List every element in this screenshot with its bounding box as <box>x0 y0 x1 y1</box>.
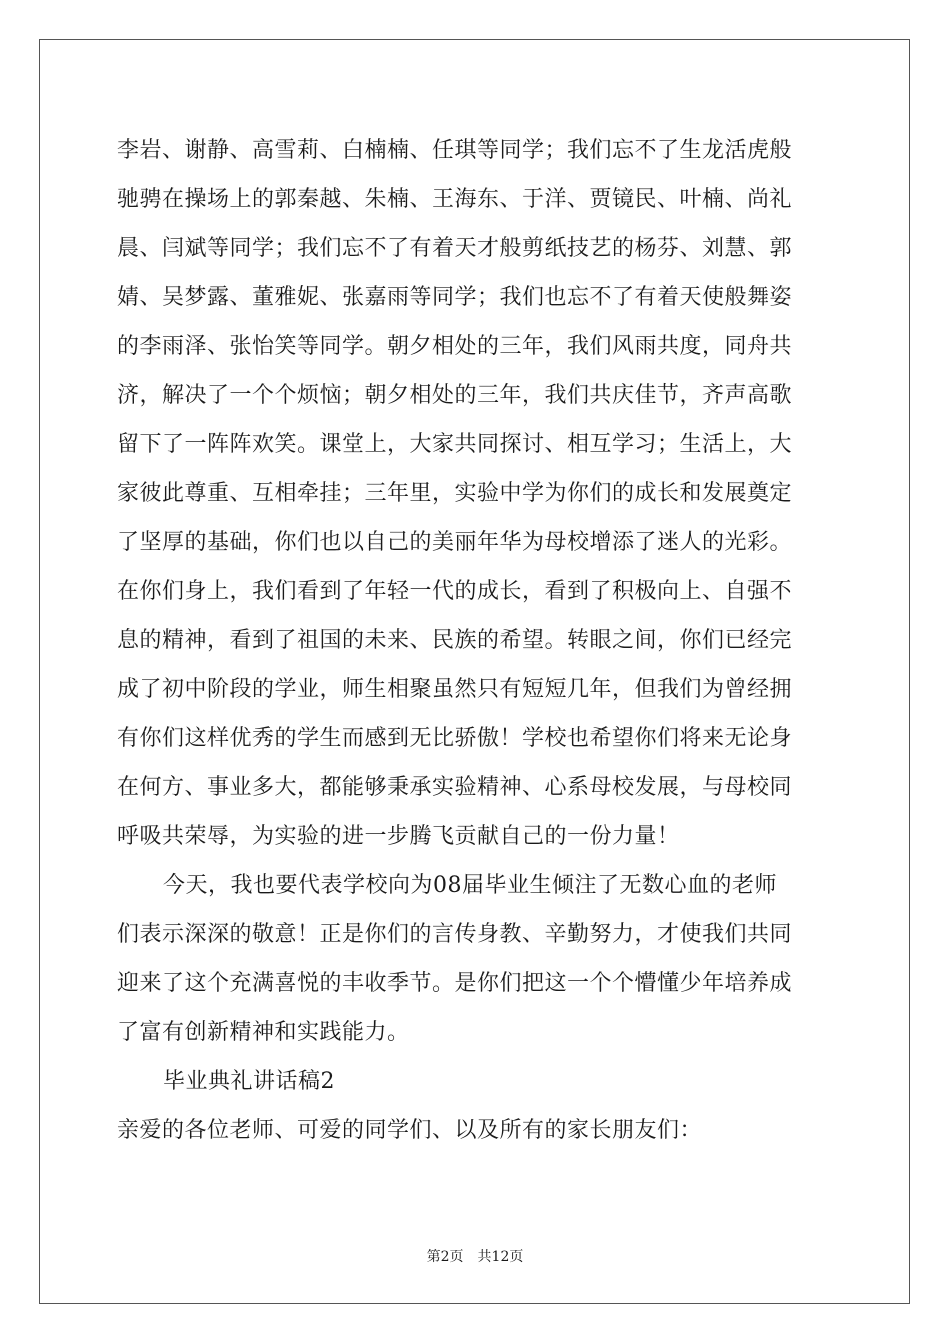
text-line: 成了初中阶段的学业，师生相聚虽然只有短短几年，但我们为曾经拥 <box>117 677 793 702</box>
text-line: 留下了一阵阵欢笑。课堂上，大家共同探讨、相互学习；生活上，大 <box>117 432 793 457</box>
text-line: 呼吸共荣辱，为实验的进一步腾飞贡献自己的一份力量！ <box>117 824 680 849</box>
text-line: 了富有创新精神和实践能力。 <box>117 1020 410 1045</box>
text-line: 息的精神，看到了祖国的未来、民族的希望。转眼之间，你们已经完 <box>117 628 793 653</box>
text-line: 婧、吴梦露、董雅妮、张嘉雨等同学；我们也忘不了有着天使般舞姿 <box>117 285 793 310</box>
page-footer <box>0 1247 950 1267</box>
paragraph-start-line: 今天，我也要代表学校向为08届毕业生倾注了无数心血的老师 <box>163 873 777 898</box>
page-total: 共12页 <box>477 1249 524 1265</box>
section-heading: 毕业典礼讲话稿2 <box>163 1069 335 1094</box>
document-body <box>117 126 837 1155</box>
text-line: 迎来了这个充满喜悦的丰收季节。是你们把这一个个懵懂少年培养成 <box>117 971 793 996</box>
text-line: 在何方、事业多大，都能够秉承实验精神、心系母校发展，与母校同 <box>117 775 793 800</box>
text-line: 李岩、谢静、高雪莉、白楠楠、任琪等同学；我们忘不了生龙活虎般 <box>117 138 793 163</box>
text-line: 驰骋在操场上的郭秦越、朱楠、王海东、于洋、贾镜民、叶楠、尚礼 <box>117 187 793 212</box>
text-line: 济，解决了一个个烦恼；朝夕相处的三年，我们共庆佳节，齐声高歌 <box>117 383 793 408</box>
text-line: 晨、闫斌等同学；我们忘不了有着天才般剪纸技艺的杨芬、刘慧、郭 <box>117 236 793 261</box>
salutation-line: 亲爱的各位老师、可爱的同学们、以及所有的家长朋友们： <box>117 1118 703 1143</box>
page-number: 第2页 <box>426 1249 464 1265</box>
text-line: 在你们身上，我们看到了年轻一代的成长，看到了积极向上、自强不 <box>117 579 793 604</box>
text-line: 的李雨泽、张怡笑等同学。朝夕相处的三年，我们风雨共度，同舟共 <box>117 334 793 359</box>
text-line: 们表示深深的敬意！正是你们的言传身教、辛勤努力，才使我们共同 <box>117 922 793 947</box>
text-line: 了坚厚的基础，你们也以自己的美丽年华为母校增添了迷人的光彩。 <box>117 530 793 555</box>
text-line: 家彼此尊重、互相牵挂；三年里，实验中学为你们的成长和发展奠定 <box>117 481 793 506</box>
text-line: 有你们这样优秀的学生而感到无比骄傲！学校也希望你们将来无论身 <box>117 726 793 751</box>
